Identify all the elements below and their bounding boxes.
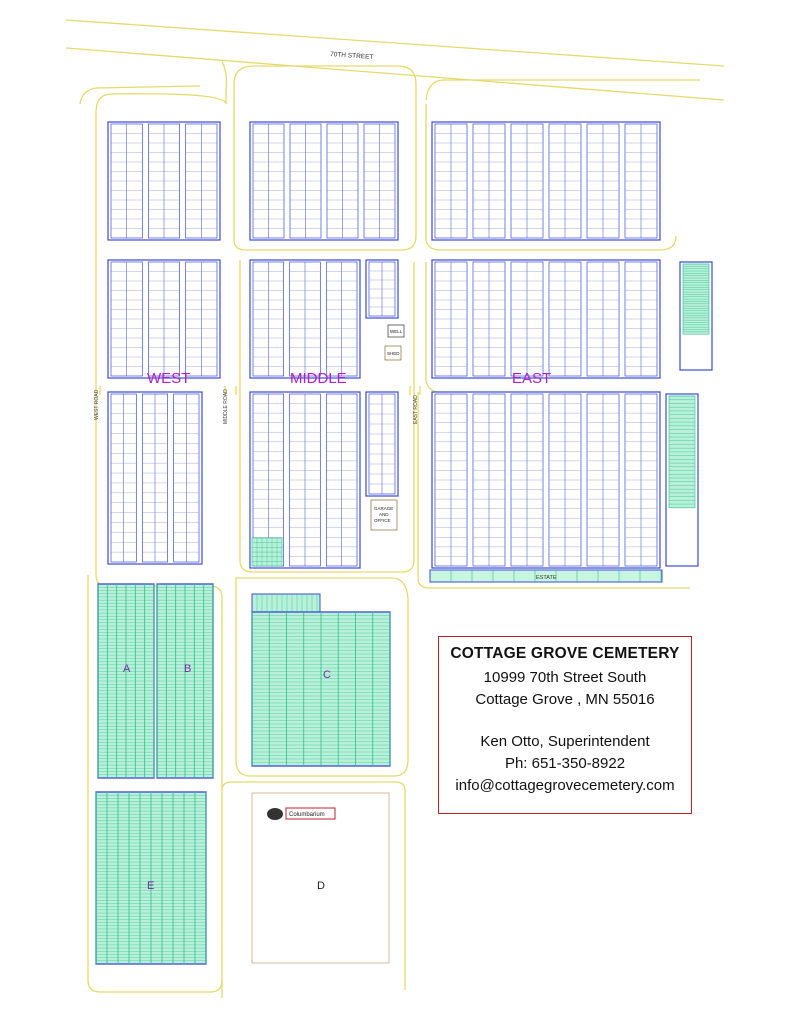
plot-block [250,122,398,240]
columbarium-label: Columbarium [289,812,325,818]
shed-label: SHED [387,351,400,356]
plot-block [432,122,660,240]
section-label-middle: MIDDLE [290,370,347,387]
plot-blocks [108,122,712,568]
plot-block [432,392,660,568]
cemetery-title: COTTAGE GROVE CEMETERY [450,645,680,662]
west-road-label: WEST ROAD [94,389,100,420]
section-label-west: WEST [147,370,191,387]
plot-block [680,262,712,370]
block-letter-b: B [184,663,192,675]
plot-block [252,538,282,566]
plot-block [366,392,398,496]
block-letter-d: D [317,880,325,892]
plot-block [366,260,398,318]
street-label: 70TH STREET [329,51,374,62]
garage-label-3: OFFICE [374,518,391,523]
plot-block [250,260,360,378]
block-letter-e: E [147,880,155,892]
plot-block [98,584,154,778]
plot-block [432,260,660,378]
street-70th [66,20,724,100]
garage-label-2: AND [379,512,389,517]
plot-block [96,792,206,964]
columbarium-icon [267,808,283,820]
well-label: WELL [390,329,403,334]
address-line-1: 10999 70th Street South [483,669,647,686]
block-letter-c: C [323,669,331,681]
east-road-label: EAST ROAD [413,395,419,424]
block-letter-a: A [123,663,131,675]
contact-name: Ken Otto, Superintendent [480,733,650,750]
estate-strip [430,570,662,582]
plot-block [252,594,390,766]
phone-number: Ph: 651-350-8922 [504,755,626,772]
address-line-2: Cottage Grove , MN 55016 [475,691,655,708]
garage-label-1: GARAGE [374,506,394,511]
plot-block [157,584,213,778]
plot-block [666,394,698,566]
block-d-area [252,793,389,963]
section-label-east: EAST [512,370,552,387]
plot-block [108,392,202,564]
cemetery-info-box [438,636,692,814]
plot-block [108,122,220,240]
estate-label: ESTATE [536,575,557,581]
plot-block [108,260,220,378]
email-address: info@cottagegrovecemetery.com [455,777,675,794]
middle-road-label: MIDDLE ROAD [223,389,229,424]
